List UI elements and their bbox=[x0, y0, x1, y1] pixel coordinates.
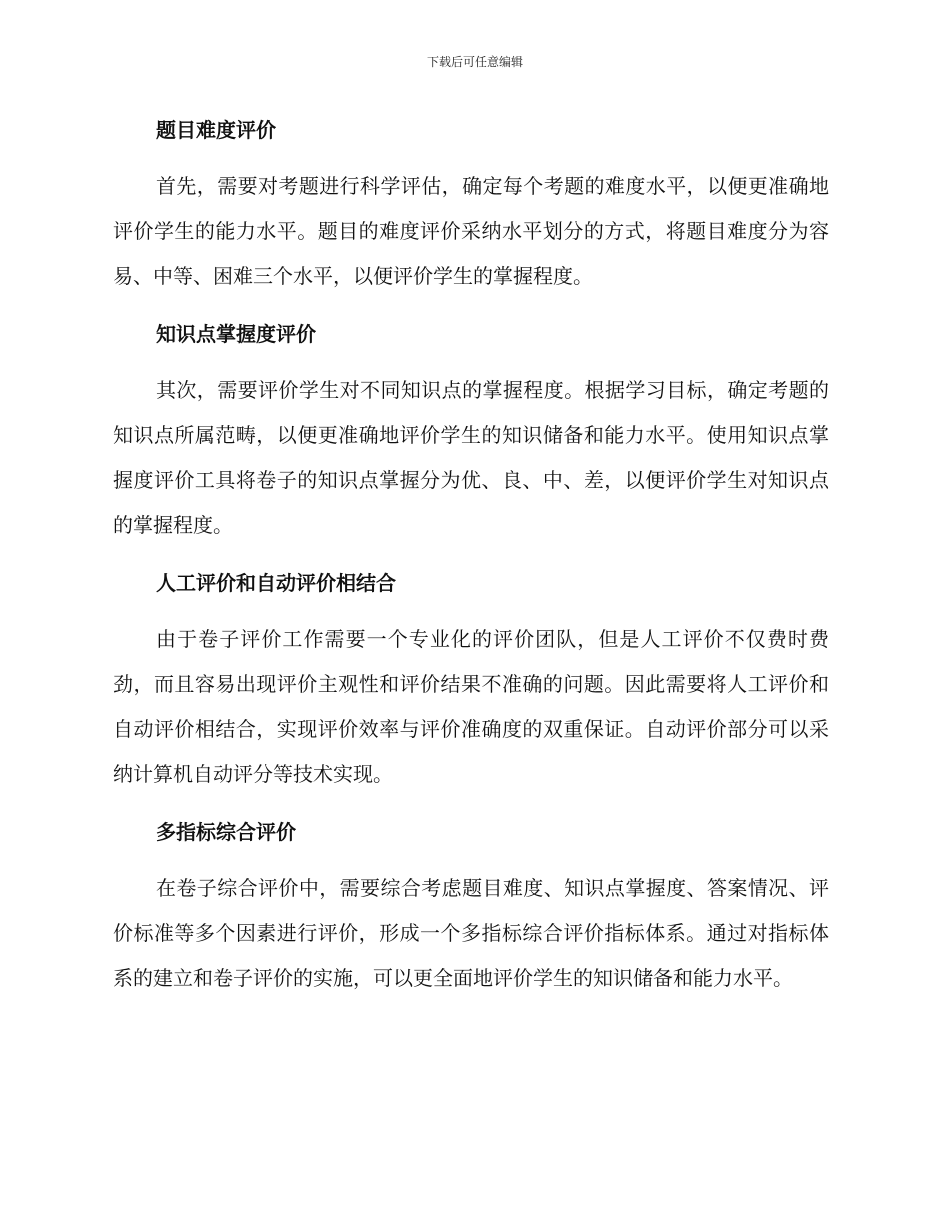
section-heading-multi-index: 多指标综合评价 bbox=[156, 820, 296, 844]
section-heading-manual-auto: 人工评价和自动评价相结合 bbox=[156, 571, 396, 595]
section-heading-difficulty: 题目难度评价 bbox=[156, 118, 276, 142]
paragraph-difficulty: 首先，需要对考题进行科学评估，确定每个考题的难度水平，以便更准确地评价学生的能力水平。题目的难度评价采纳水平划分的方式，将题目难度分为容易、中等、困难三个水平，以便评价学生的掌握程度。 bbox=[113, 174, 829, 288]
paragraph-knowledge: 其次，需要评价学生对不同知识点的掌握程度。根据学习目标，确定考题的知识点所属范畴，以便更准确地评价学生的知识储备和能力水平。使用知识点掌握度评价工具将卷子的知识点掌握分为优、良、中、差，以便评价学生对知识点的掌握程度。 bbox=[113, 378, 829, 537]
paragraph-manual-auto: 由于卷子评价工作需要一个专业化的评价团队，但是人工评价不仅费时费劲，而且容易出现评价主观性和评价结果不准确的问题。因此需要将人工评价和自动评价相结合，实现评价效率与评价准确度的双重保证。自动评价部分可以采纳计算机自动评分等技术实现。 bbox=[113, 627, 829, 786]
page-header: 下载后可任意编辑 bbox=[426, 55, 523, 69]
paragraph-multi-index: 在卷子综合评价中，需要综合考虑题目难度、知识点掌握度、答案情况、评价标准等多个因素进行评价，形成一个多指标综合评价指标体系。通过对指标体系的建立和卷子评价的实施，可以更全面地评价学生的知识储备和能力水平。 bbox=[113, 876, 829, 990]
section-heading-knowledge: 知识点掌握度评价 bbox=[156, 322, 316, 346]
document-body bbox=[113, 108, 829, 1001]
